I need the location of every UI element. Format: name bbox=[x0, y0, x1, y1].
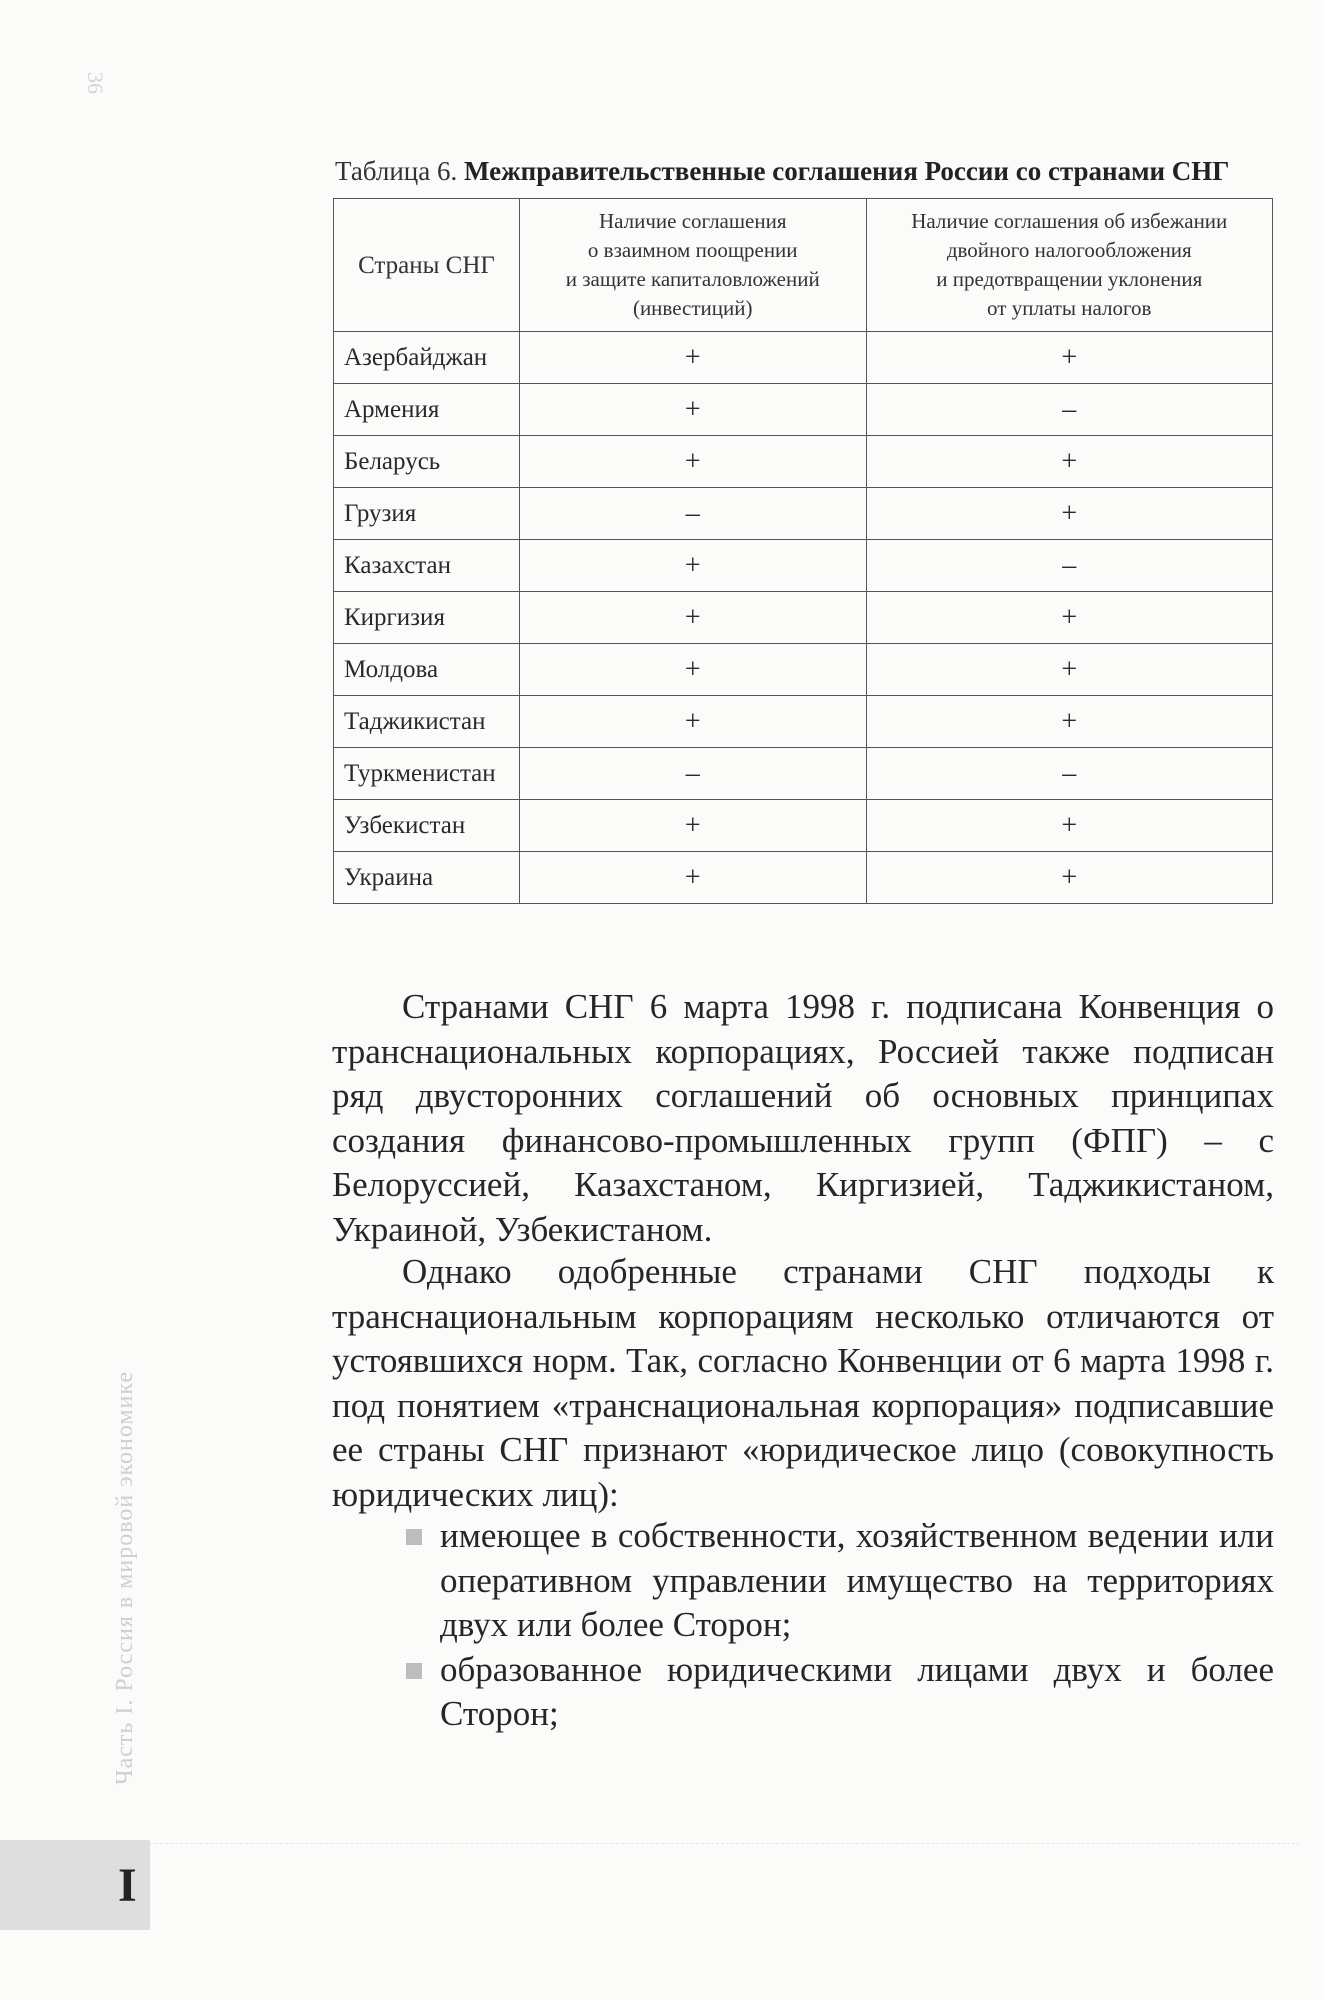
list-item-text: имеющее в собственности, хозяйственном ведении или оперативном управлении имущество на территориях двух или более Сторон; bbox=[440, 1516, 1274, 1644]
table-row bbox=[334, 696, 1273, 748]
table-row bbox=[334, 488, 1273, 540]
taxation-mark-cell: – bbox=[866, 540, 1272, 592]
country-cell: Азербайджан bbox=[334, 332, 520, 384]
bottom-rule bbox=[150, 1843, 1300, 1844]
country-cell: Таджикистан bbox=[334, 696, 520, 748]
taxation-mark-cell: + bbox=[866, 436, 1272, 488]
list-item bbox=[332, 1648, 1274, 1737]
taxation-mark-cell: + bbox=[866, 696, 1272, 748]
list-item-text: образованное юридическими лицами двух и более Сторон; bbox=[440, 1649, 1274, 1733]
part-tab bbox=[0, 1840, 150, 1930]
country-cell: Беларусь bbox=[334, 436, 520, 488]
taxation-mark-cell: – bbox=[866, 384, 1272, 436]
part-marker: I bbox=[118, 1859, 137, 1912]
definition-bullet-list bbox=[332, 1514, 1274, 1737]
country-cell: Грузия bbox=[334, 488, 520, 540]
taxation-mark-cell: + bbox=[866, 852, 1272, 904]
investment-mark-cell: + bbox=[519, 852, 866, 904]
square-bullet-icon bbox=[406, 1663, 422, 1679]
list-item bbox=[332, 1514, 1274, 1648]
investment-mark-cell: + bbox=[519, 436, 866, 488]
header-countries: Страны СНГ bbox=[334, 199, 520, 332]
taxation-mark-cell: + bbox=[866, 488, 1272, 540]
paragraph-convention: Странами СНГ 6 марта 1998 г. подписана Конвенция о транснациональных корпорациях, Россией также подписан ряд двусторонних соглашений об основных принципах создания финансово-промышленных групп (ФПГ) – с Белоруссией, Казахстаном, Киргизией, Таджикистаном, Украиной, Узбекистаном. bbox=[332, 987, 1274, 1249]
table-row bbox=[334, 540, 1273, 592]
table-row bbox=[334, 332, 1273, 384]
table-row bbox=[334, 800, 1273, 852]
country-cell: Киргизия bbox=[334, 592, 520, 644]
country-cell: Армения bbox=[334, 384, 520, 436]
page-number: 36 bbox=[83, 72, 108, 94]
country-cell: Украина bbox=[334, 852, 520, 904]
table-row bbox=[334, 748, 1273, 800]
table-row bbox=[334, 644, 1273, 696]
header-taxation-agreement: Наличие соглашения об избежании двойного налогообложения и предотвращении уклонения от уплаты налогов bbox=[866, 199, 1272, 332]
country-cell: Казахстан bbox=[334, 540, 520, 592]
table-caption-title: Межправительственные соглашения России со странами СНГ bbox=[463, 156, 1230, 186]
taxation-mark-cell: + bbox=[866, 644, 1272, 696]
investment-mark-cell: – bbox=[519, 748, 866, 800]
table-row bbox=[334, 384, 1273, 436]
investment-mark-cell: + bbox=[519, 540, 866, 592]
investment-mark-cell: + bbox=[519, 332, 866, 384]
table-row bbox=[334, 592, 1273, 644]
investment-mark-cell: – bbox=[519, 488, 866, 540]
country-cell: Узбекистан bbox=[334, 800, 520, 852]
taxation-mark-cell: + bbox=[866, 800, 1272, 852]
table-row bbox=[334, 852, 1273, 904]
header-investment-agreement: Наличие соглашения о взаимном поощрении и защите капиталовложений (инвестиций) bbox=[519, 199, 866, 332]
country-cell: Туркменистан bbox=[334, 748, 520, 800]
investment-mark-cell: + bbox=[519, 644, 866, 696]
table-header-row bbox=[334, 199, 1273, 332]
investment-mark-cell: + bbox=[519, 800, 866, 852]
running-header-part-title: Часть I. Россия в мировой экономике bbox=[112, 1370, 138, 1785]
paragraph-tnc-definition: Однако одобренные странами СНГ подходы к транснациональным корпорациям несколько отличаются от устоявшихся норм. Так, согласно Конвенции от 6 марта 1998 г. под понятием «транснациональная корпорация» подписавшие ее страны СНГ признают «юридическое лицо (совокупность юридических лиц): bbox=[332, 1252, 1274, 1514]
country-cell: Молдова bbox=[334, 644, 520, 696]
investment-mark-cell: + bbox=[519, 696, 866, 748]
table-caption bbox=[335, 156, 1229, 187]
table-caption-prefix: Таблица 6. bbox=[335, 156, 458, 186]
square-bullet-icon bbox=[406, 1529, 422, 1545]
taxation-mark-cell: + bbox=[866, 592, 1272, 644]
taxation-mark-cell: – bbox=[866, 748, 1272, 800]
table-row bbox=[334, 436, 1273, 488]
agreements-table bbox=[333, 198, 1273, 904]
taxation-mark-cell: + bbox=[866, 332, 1272, 384]
investment-mark-cell: + bbox=[519, 592, 866, 644]
investment-mark-cell: + bbox=[519, 384, 866, 436]
